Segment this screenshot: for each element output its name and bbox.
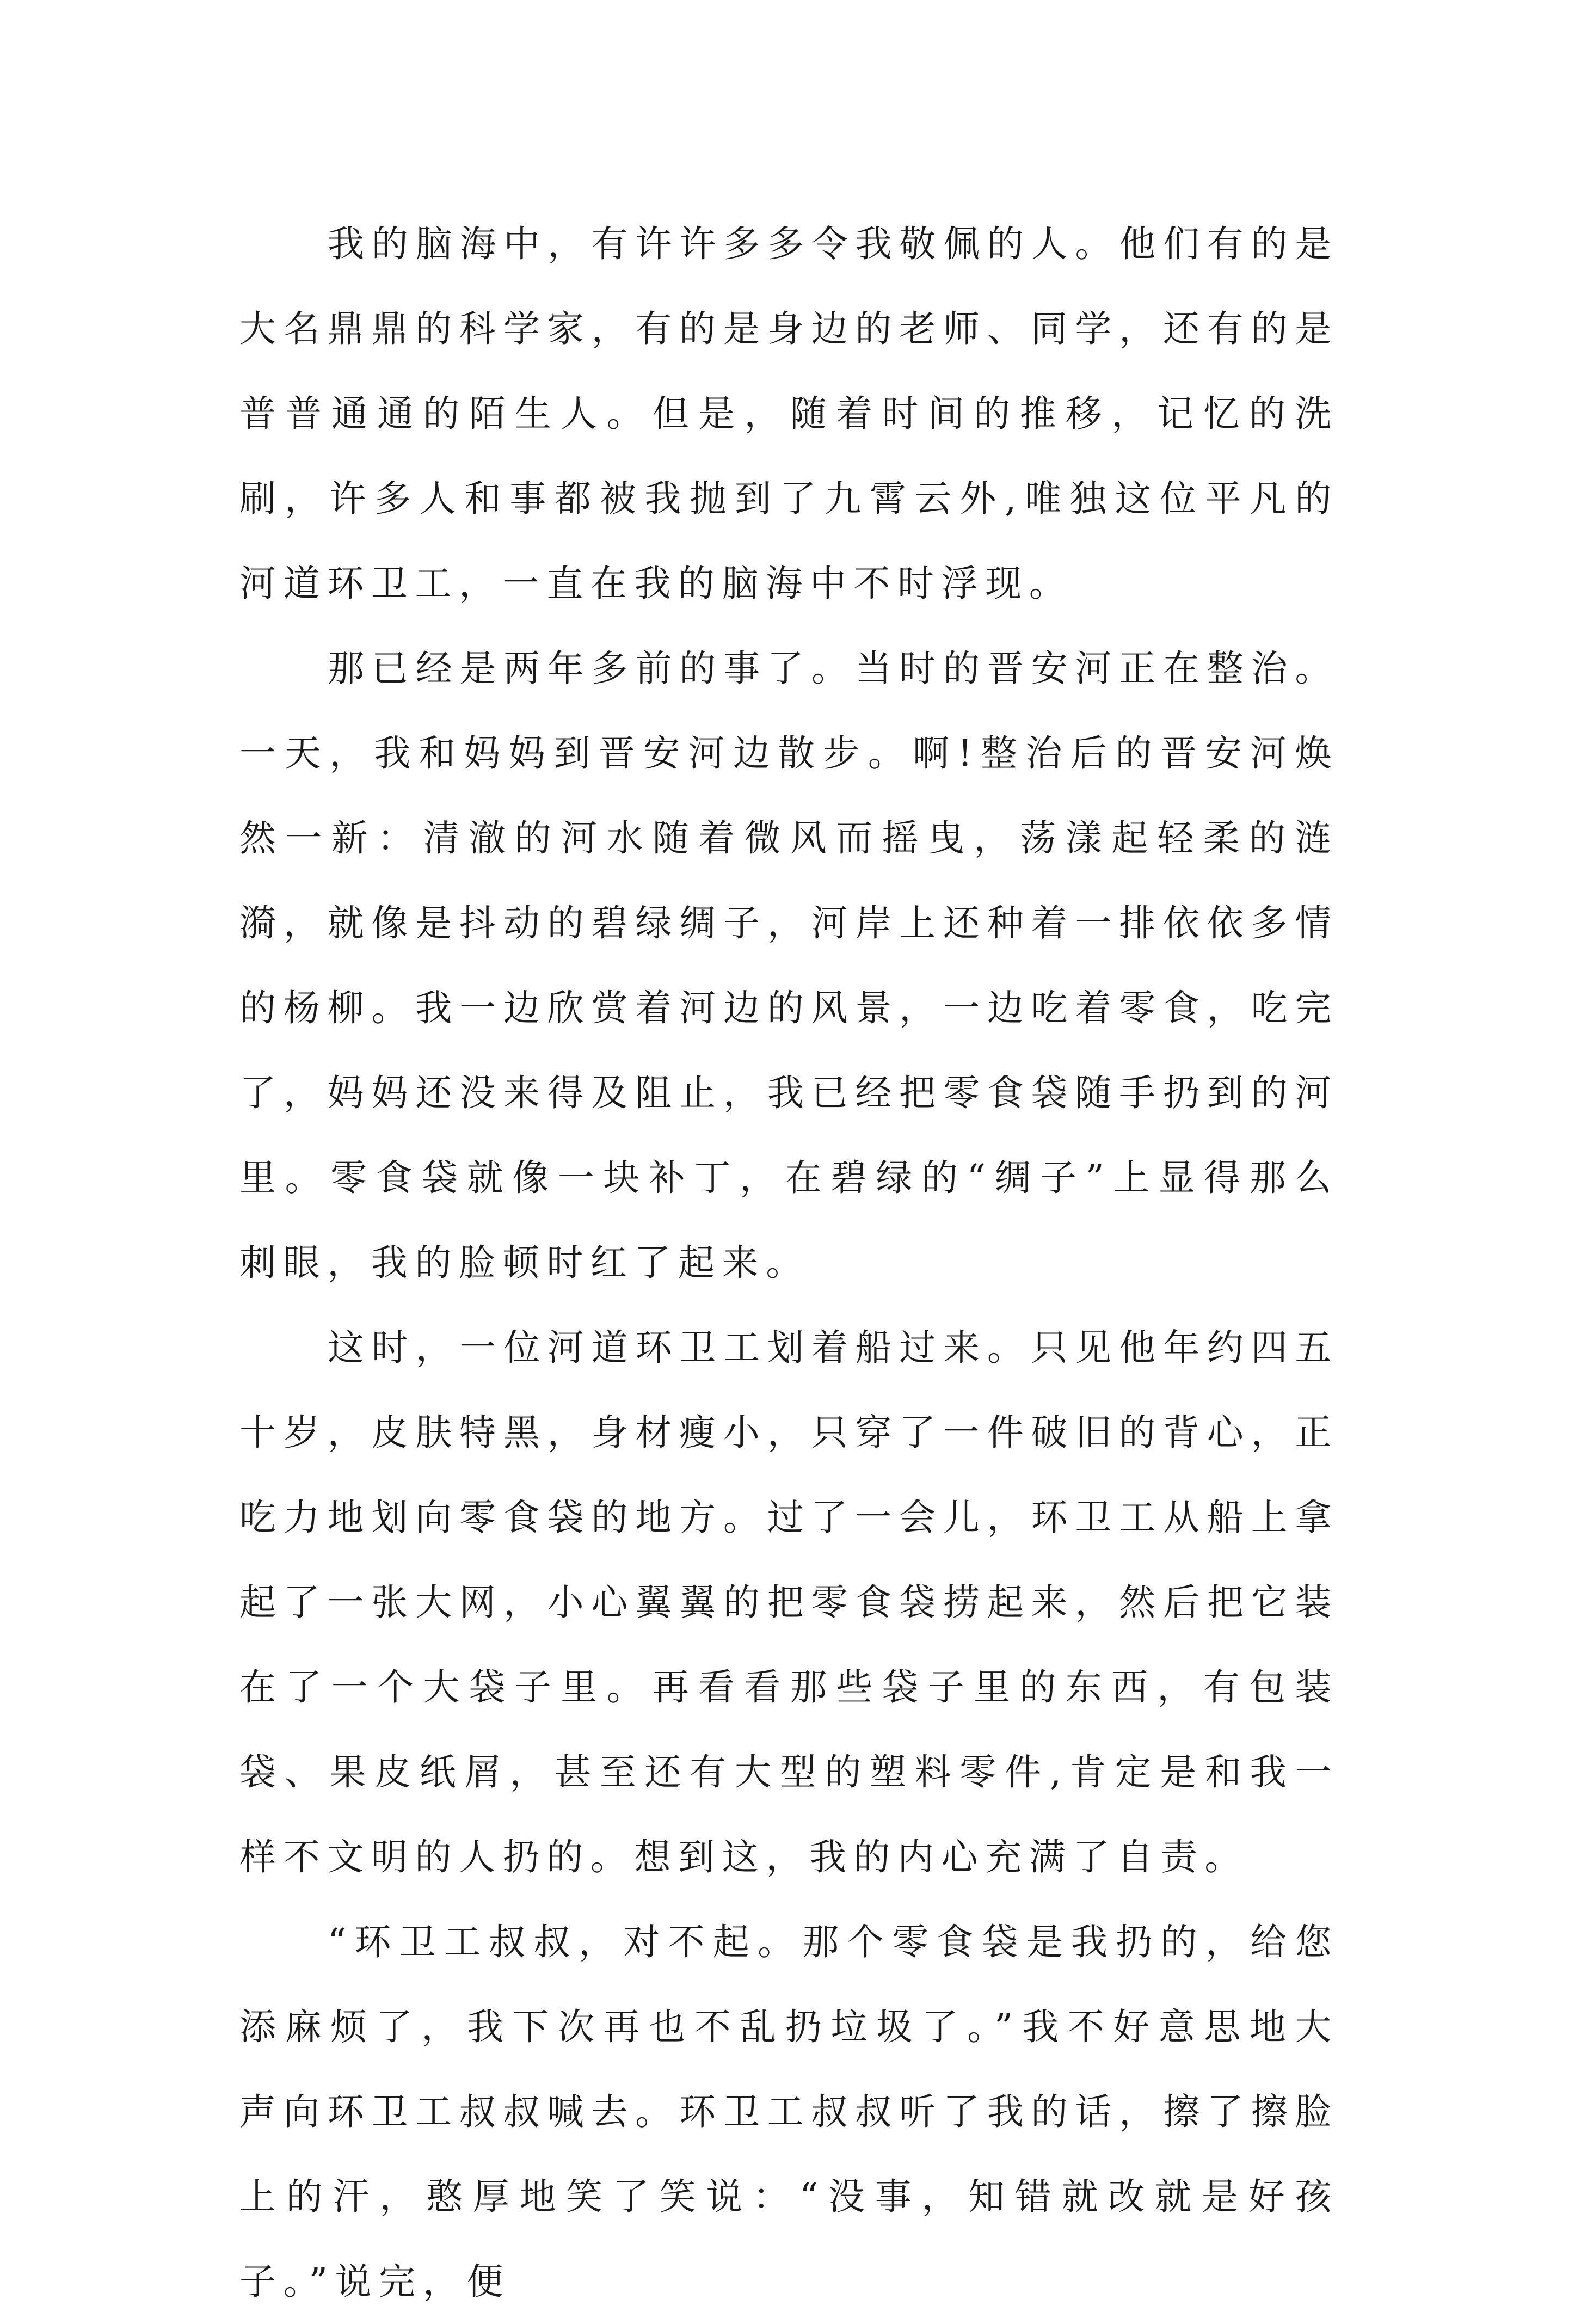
paragraph-3: 这时，一位河道环卫工划着船过来。只见他年约四五十岁，皮肤特黑，身材瘦小，只穿了一件破旧的背心，正吃力地划向零食袋的地方。过了一会儿，环卫工从船上拿起了一张大网，小心翼翼的把零食袋捞起来，然后把它装在了一个大袋子里。再看看那些袋子里的东西，有包装袋、果皮纸屑，甚至还有大型的塑料零件,肯定是和我一样不文明的人扔的。想到这，我的内心充满了自责。 xyxy=(239,1326,1339,1878)
paragraph-2: 那已经是两年多前的事了。当时的晋安河正在整治。一天，我和妈妈到晋安河边散步。啊!整治后的晋安河焕然一新：清澈的河水随着微风而摇曳，荡漾起轻柔的涟漪，就像是抖动的碧绿绸子，河岸上还种着一排依依多情的杨柳。我一边欣赏着河边的风景，一边吃着零食，吃完了，妈妈还没来得及阻止，我已经把零食袋随手扔到的河里。零食袋就像一块补丁，在碧绿的“绸子”上显得那么刺眼，我的脸顿时红了起来。 xyxy=(239,647,1339,1284)
document-body xyxy=(239,201,1339,2324)
paragraph-4: “环卫工叔叔，对不起。那个零食袋是我扔的，给您添麻烦了，我下次再也不乱扔垃圾了。”我不好意思地大声向环卫工叔叔喊去。环卫工叔叔听了我的话，擦了擦脸上的汗，憨厚地笑了笑说：“没事，知错就改就是好孩子。”说完，便 xyxy=(239,1921,1339,2303)
paragraph-1: 我的脑海中，有许许多多令我敬佩的人。他们有的是大名鼎鼎的科学家，有的是身边的老师、同学，还有的是普普通通的陌生人。但是，随着时间的推移，记忆的洗刷，许多人和事都被我抛到了九霄云外,唯独这位平凡的河道环卫工，一直在我的脑海中不时浮现。 xyxy=(239,223,1339,605)
